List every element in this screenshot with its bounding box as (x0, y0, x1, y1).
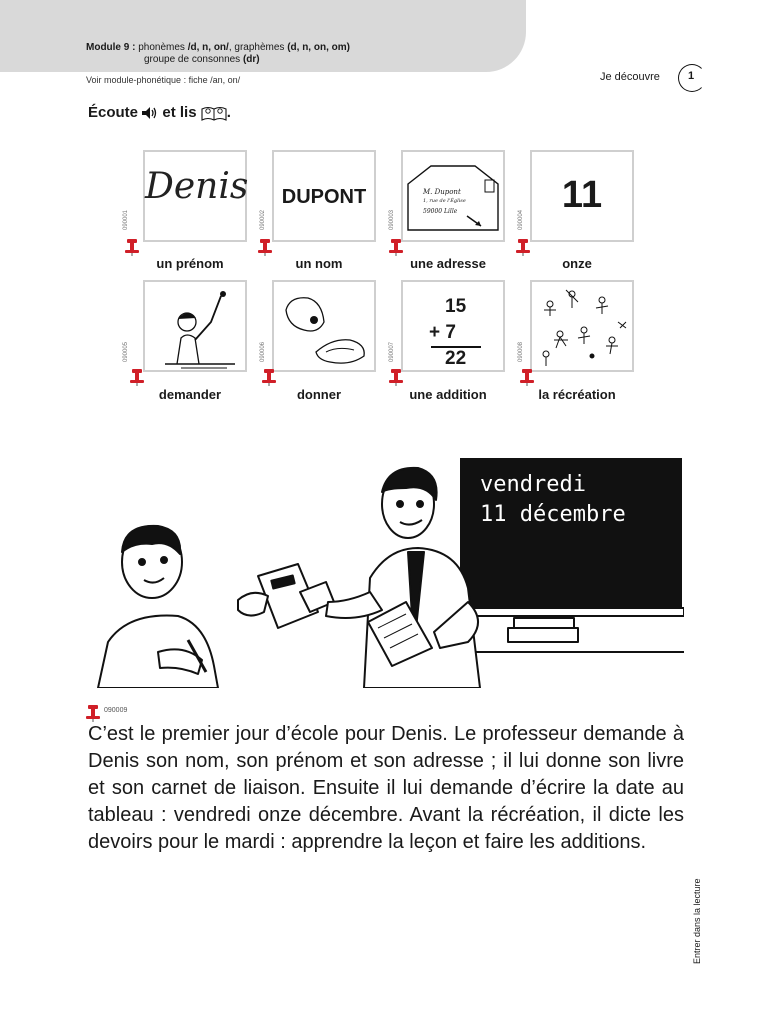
audio-pin-icon[interactable] (258, 238, 272, 256)
header-tab (0, 0, 526, 72)
audio-pin-icon[interactable] (125, 238, 139, 256)
page-number: 1 (688, 70, 695, 82)
addition-operator: + 7 (429, 322, 456, 343)
classroom-illustration (88, 452, 684, 688)
audio-code: 090004 (518, 209, 524, 230)
audio-code: 090006 (260, 341, 266, 362)
addition-operand: 15 (445, 296, 467, 317)
playground-illustration (532, 282, 632, 370)
vocab-card-recreation[interactable] (530, 280, 634, 372)
board-line-day: vendredi (480, 472, 586, 497)
audio-code: 090005 (123, 341, 129, 362)
card-label: la récréation (538, 387, 616, 402)
card-label: un prénom (156, 256, 224, 271)
audio-pin-icon[interactable] (389, 368, 403, 386)
section-title: Je découvre (600, 71, 660, 83)
envelope-icon (403, 152, 503, 240)
vocab-card-demander[interactable] (143, 280, 247, 372)
vocab-card-prenom[interactable] (143, 150, 247, 242)
reading-passage: C’est le premier jour d’école pour Denis. Le professeur demande à Denis son nom, son prénom et son adresse ; il lui donne son livre et son carnet de liaison. Ensuite il lui demande d’écrire la date au tableau : vendredi onze décembre. Avant la récréation, il dicte les devoirs pour le mardi : apprendre la leçon et faire les additions. (88, 723, 684, 853)
audio-code: 090007 (389, 341, 395, 362)
audio-code: 090008 (518, 341, 524, 362)
audio-pin-icon[interactable] (516, 238, 530, 256)
address-line: 59000 Lille (423, 208, 458, 215)
vocab-card-donner[interactable] (272, 280, 376, 372)
audio-pin-icon[interactable] (520, 368, 534, 386)
instruction: Écoute et lis . (88, 104, 231, 121)
audio-code: 090001 (123, 209, 129, 230)
card-label: donner (296, 387, 342, 402)
audio-pin-icon[interactable] (130, 368, 144, 386)
audio-code: 090002 (260, 209, 266, 230)
audio-pin-icon[interactable] (262, 368, 276, 386)
card-label: demander (158, 387, 222, 402)
audio-pin-icon[interactable] (389, 238, 403, 256)
speaker-icon[interactable] (142, 107, 158, 119)
address-line: M. Dupont (423, 188, 461, 196)
card-nom-content: DUPONT (281, 186, 367, 208)
board-line-date: 11 décembre (480, 502, 626, 527)
card-label: onze (562, 256, 592, 271)
address-line: 1, rue de l'Église (423, 198, 466, 204)
vocab-card-onze[interactable] (530, 150, 634, 242)
teacher-and-student-drawing (88, 452, 684, 688)
hands-giving-illustration (274, 282, 374, 370)
vocab-card-nom[interactable] (272, 150, 376, 242)
phonetic-reference: Voir module-phonétique : fiche /an, on/ (86, 75, 241, 85)
side-label: Entrer dans la lecture (692, 878, 702, 964)
module-title: Module 9 : phonèmes /d, n, on/, graphèmes (d, n, on, om) (86, 42, 350, 53)
addition-sum: 22 (445, 348, 467, 369)
card-prenom-content: Denis (145, 166, 249, 207)
audio-code: 090003 (389, 209, 395, 230)
book-icon (201, 105, 227, 121)
card-onze-content: 11 (561, 174, 603, 216)
boy-raising-hand-illustration (145, 282, 245, 370)
card-label: un nom (295, 256, 343, 271)
card-label: une adresse (410, 256, 486, 271)
vocab-card-addition[interactable] (401, 280, 505, 372)
module-subtitle: groupe de consonnes (dr) (144, 54, 260, 65)
audio-pin-icon[interactable] (86, 704, 100, 722)
card-label: une addition (409, 387, 487, 402)
vocab-card-adresse[interactable] (401, 150, 505, 242)
audio-code: 090009 (104, 707, 128, 714)
